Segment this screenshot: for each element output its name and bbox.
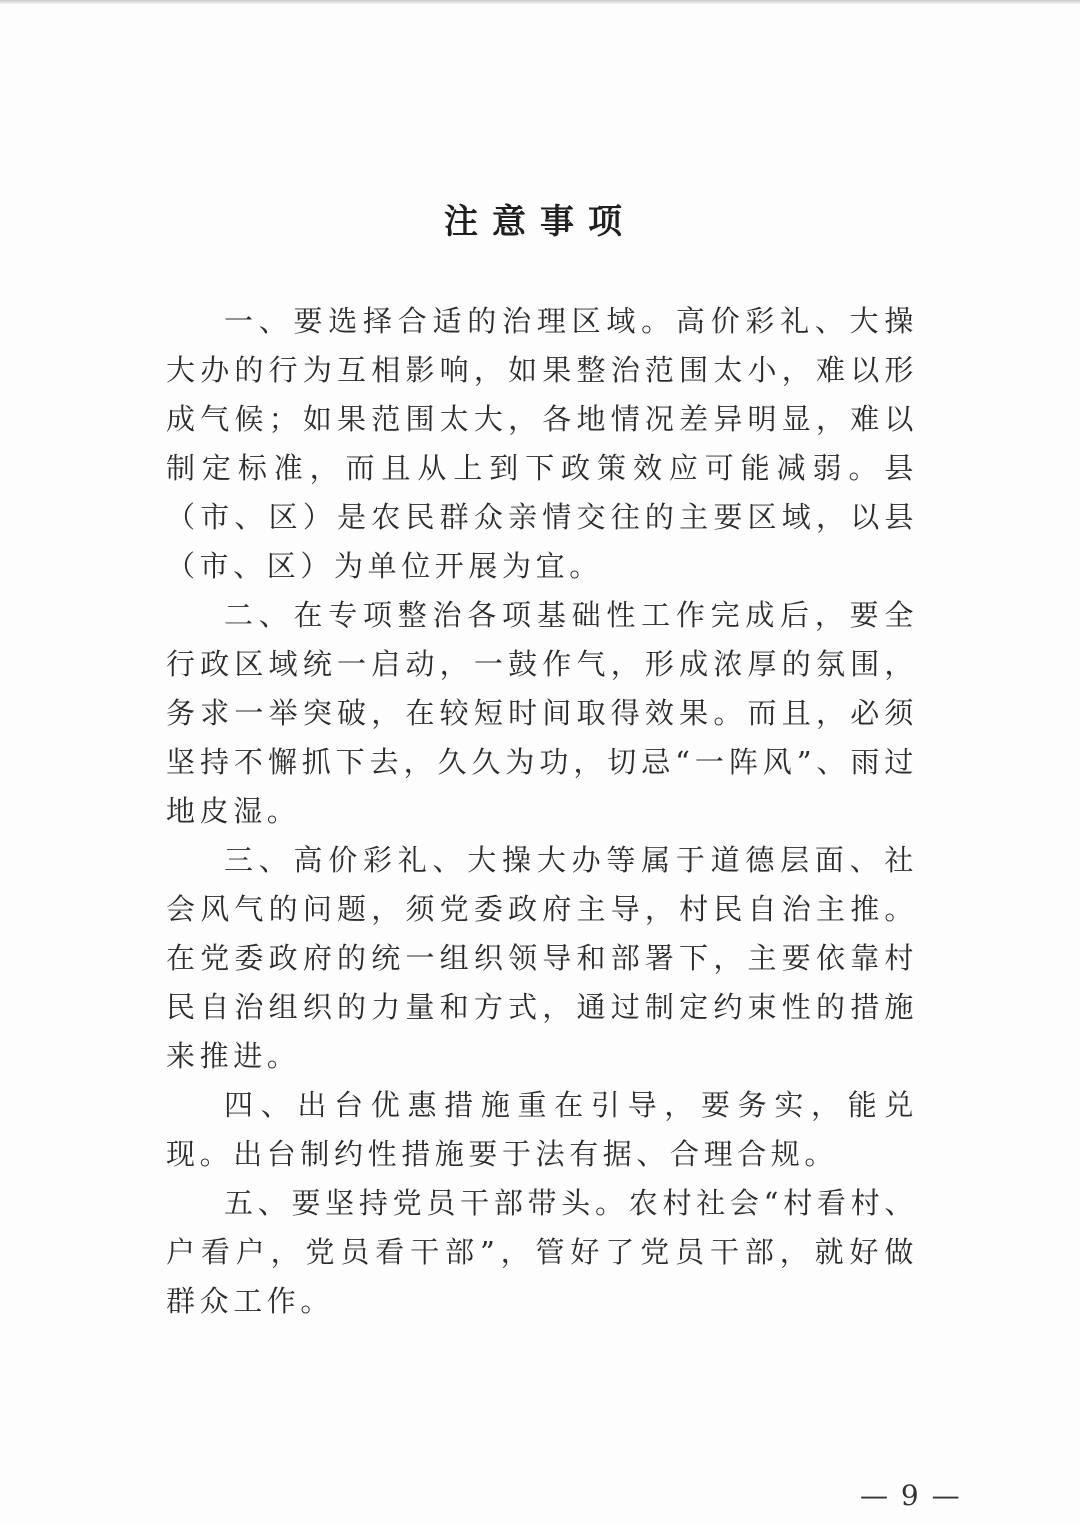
page-title: 注意事项 <box>444 202 636 242</box>
paragraph-2: 二、在专项整治各项基础性工作完成后，要全行政区域统一启动，一鼓作气，形成浓厚的氛围，务求一举突破，在较短时间取得效果。而且，必须坚持不懈抓下去，久久为功，切忌“一阵风”、雨过地皮湿。 <box>166 598 918 828</box>
page-number: — 9 — <box>860 1479 962 1512</box>
paragraph-1: 一、要选择合适的治理区域。高价彩礼、大操大办的行为互相影响，如果整治范围太小，难以形成气候；如果范围太大，各地情况差异明显，难以制定标准，而且从上到下政策效应可能减弱。县（市、区）是农民群众亲情交往的主要区域，以县（市、区）为单位开展为宜。 <box>166 304 918 583</box>
paragraph-3: 三、高价彩礼、大操大办等属于道德层面、社会风气的问题，须党委政府主导，村民自治主推。在党委政府的统一组织领导和部署下，主要依靠村民自治组织的力量和方式，通过制定约束性的措施来推进。 <box>166 843 918 1073</box>
scan-top-edge <box>0 0 1080 4</box>
paragraph-5: 五、要坚持党员干部带头。农村社会“村看村、户看户，党员看干部”，管好了党员干部，就好做群众工作。 <box>166 1186 918 1318</box>
body-text <box>166 297 918 1326</box>
paragraph-4: 四、出台优惠措施重在引导，要务实，能兑现。出台制约性措施要于法有据、合理合规。 <box>166 1088 918 1171</box>
